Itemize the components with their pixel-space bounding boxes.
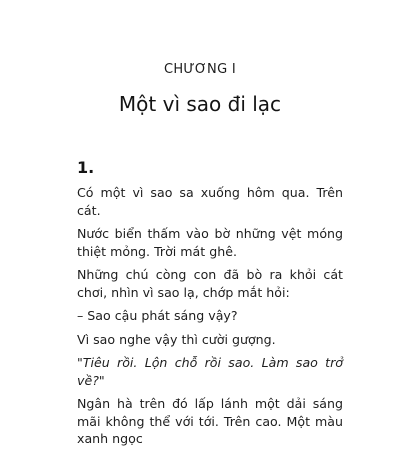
paragraph: Ngân hà trên đó lấp lánh một dải sáng mãi không thể với tới. Trên cao. Một màu xanh ngọc	[77, 396, 343, 446]
dialogue-line: – Sao cậu phát sáng vậy?	[77, 308, 238, 323]
paragraph: Nước biển thấm vào bờ những vệt móng thiệt mỏng. Trời mát ghê.	[77, 226, 343, 259]
chapter-label: CHƯƠNG I	[163, 62, 237, 77]
section-number: 1.	[77, 158, 95, 177]
paragraph: Vì sao nghe vậy thì cười gượng.	[77, 331, 276, 347]
body-text	[77, 184, 343, 454]
italic-thought: "Tiêu rồi. Lộn chỗ rồi sao. Làm sao trở về?"	[77, 355, 343, 388]
chapter-title: Một vì sao đi lạc	[118, 92, 282, 116]
paragraph: Những chú còng con đã bò ra khỏi cát chơi, nhìn vì sao lạ, chớp mắt hỏi:	[77, 267, 343, 300]
paragraph: Có một vì sao sa xuống hôm qua. Trên cát.	[77, 185, 343, 218]
